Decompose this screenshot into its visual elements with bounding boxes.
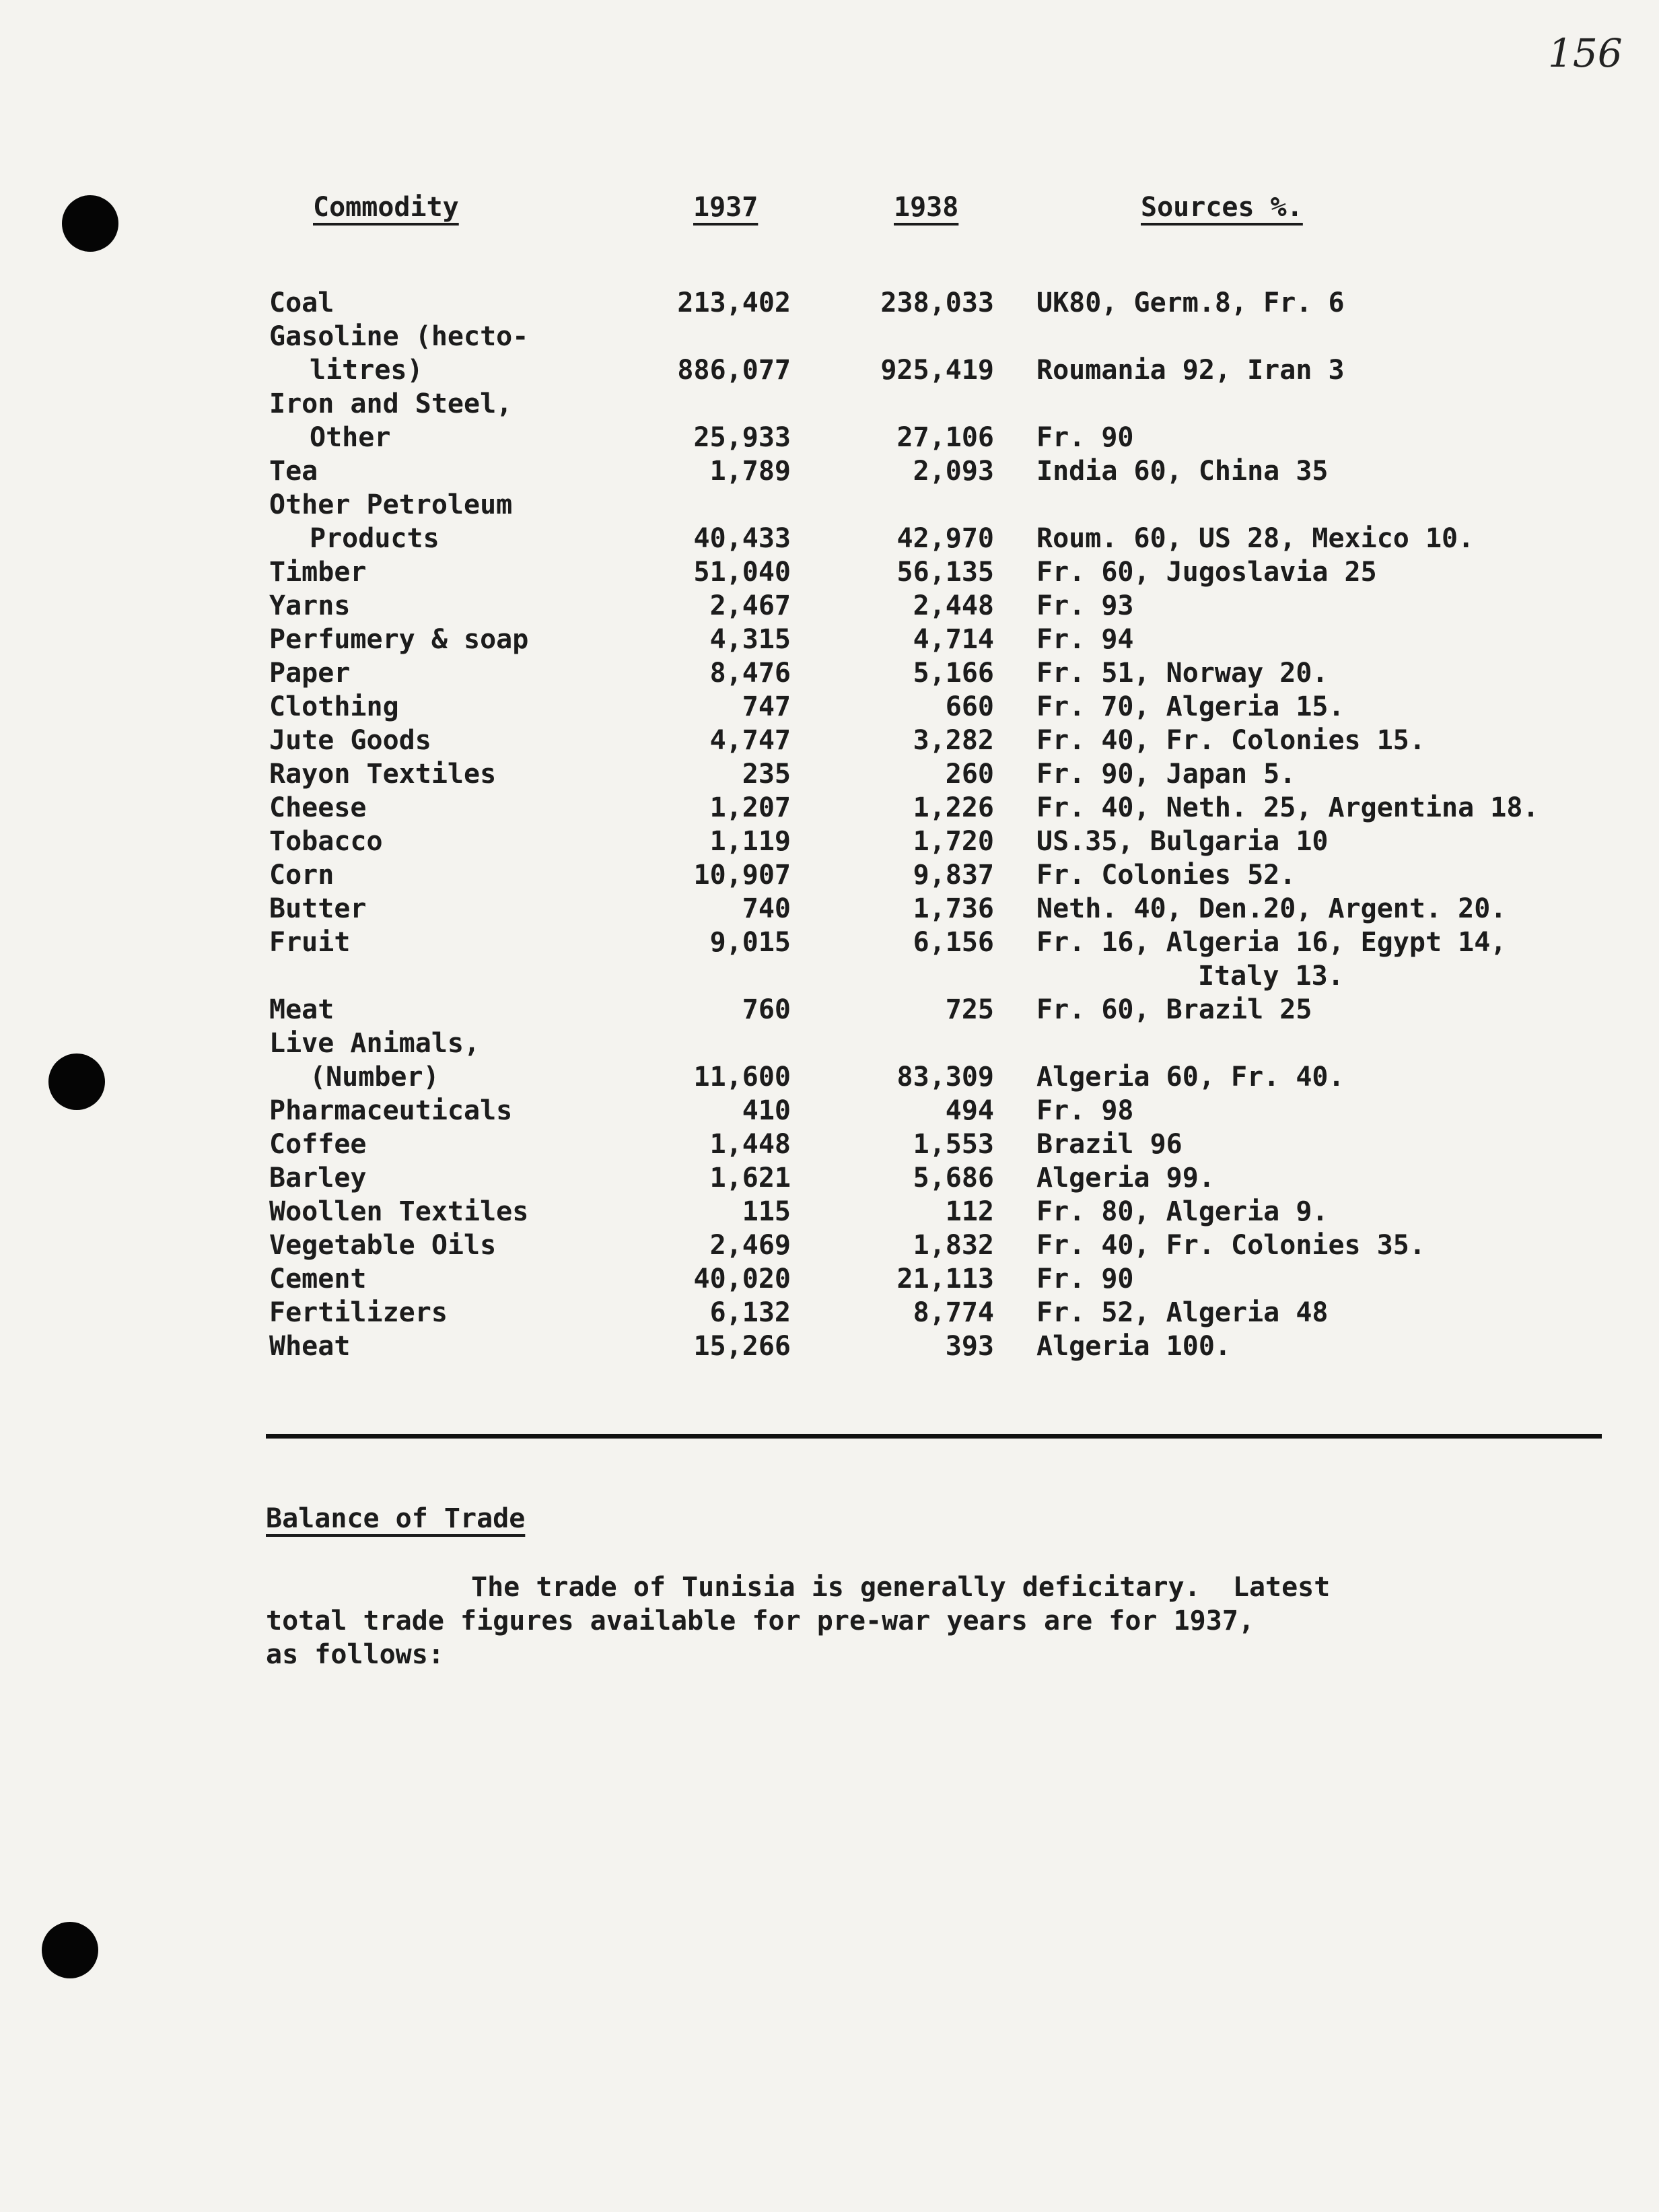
table-row	[0, 1229, 1659, 1262]
value-1937-cell: 1,621	[709, 1163, 791, 1194]
commodity-cell: Tea	[269, 456, 318, 487]
commodity-cell: litres)	[310, 355, 423, 386]
sources-cell: Fr. 51, Norway 20.	[1036, 658, 1329, 689]
commodity-cell: Yarns	[269, 590, 351, 621]
table-row	[0, 421, 1659, 454]
table-row	[0, 1329, 1659, 1363]
value-1938-cell: 42,970	[896, 523, 994, 554]
value-1937-cell: 40,020	[693, 1264, 791, 1294]
value-1938-cell: 260	[945, 759, 994, 790]
sources-cell: Roumania 92, Iran 3	[1036, 355, 1345, 386]
commodity-cell: Woollen Textiles	[269, 1196, 529, 1227]
table-row	[0, 555, 1659, 589]
value-1937-cell: 2,469	[709, 1230, 791, 1261]
table-row	[0, 1262, 1659, 1296]
value-1937-cell: 1,789	[709, 456, 791, 487]
value-1937-cell: 115	[742, 1196, 791, 1227]
table-row	[0, 993, 1659, 1027]
value-1938-cell: 8,774	[913, 1297, 994, 1328]
value-1937-cell: 410	[742, 1095, 791, 1126]
sources-cell: Fr. 90	[1036, 1264, 1134, 1294]
sources-cell: Brazil 96	[1036, 1129, 1183, 1160]
value-1937-cell: 15,266	[693, 1331, 791, 1362]
table-row	[0, 757, 1659, 791]
sources-cell: Fr. 98	[1036, 1095, 1134, 1126]
commodity-cell: Timber	[269, 557, 367, 588]
table-row	[0, 1161, 1659, 1195]
table-row	[0, 286, 1659, 320]
paragraph-line: The trade of Tunisia is generally deficitary. Latest	[471, 1572, 1331, 1603]
table-row	[0, 1296, 1659, 1329]
value-1938-cell: 238,033	[880, 287, 994, 318]
value-1937-cell: 6,132	[709, 1297, 791, 1328]
value-1937-cell: 760	[742, 994, 791, 1025]
sources-cell: Algeria 60, Fr. 40.	[1036, 1062, 1345, 1093]
section-title: Balance of Trade	[266, 1503, 526, 1534]
commodity-cell: (Number)	[310, 1062, 439, 1093]
sources-cell: Fr. 90, Japan 5.	[1036, 759, 1296, 790]
table-row	[0, 858, 1659, 892]
sources-cell: Algeria 99.	[1036, 1163, 1215, 1194]
value-1938-cell: 2,448	[913, 590, 994, 621]
commodity-cell: Paper	[269, 658, 351, 689]
table-row	[0, 488, 1659, 522]
value-1938-cell: 83,309	[896, 1062, 994, 1093]
commodity-cell: Tobacco	[269, 826, 383, 857]
value-1938-cell: 1,736	[913, 893, 994, 924]
table-row	[0, 656, 1659, 690]
commodity-cell: Fertilizers	[269, 1297, 448, 1328]
paragraph-line: as follows:	[266, 1639, 444, 1670]
sources-cell: Fr. 60, Jugoslavia 25	[1036, 557, 1377, 588]
commodity-cell: Vegetable Oils	[269, 1230, 497, 1261]
table-row	[0, 454, 1659, 488]
table-row	[0, 1128, 1659, 1161]
value-1938-cell: 4,714	[913, 624, 994, 655]
value-1937-cell: 8,476	[709, 658, 791, 689]
table-row	[0, 926, 1659, 959]
value-1937-cell: 1,207	[709, 792, 791, 823]
paragraph-line: total trade figures available for pre-war years are for 1937,	[266, 1605, 1255, 1636]
sources-cell: Fr. 94	[1036, 624, 1134, 655]
column-header-sources: Sources %.	[1141, 192, 1303, 223]
value-1938-cell: 1,553	[913, 1129, 994, 1160]
table-row	[0, 724, 1659, 757]
commodity-cell: Coffee	[269, 1129, 367, 1160]
sources-cell: Fr. 60, Brazil 25	[1036, 994, 1312, 1025]
sources-cell: Algeria 100.	[1036, 1331, 1231, 1362]
sources-cell: Fr. 70, Algeria 15.	[1036, 691, 1345, 722]
value-1937-cell: 25,933	[693, 422, 791, 453]
commodity-cell: Rayon Textiles	[269, 759, 497, 790]
sources-cell: Fr. 93	[1036, 590, 1134, 621]
value-1938-cell: 3,282	[913, 725, 994, 756]
sources-cell: Roum. 60, US 28, Mexico 10.	[1036, 523, 1475, 554]
table-row	[0, 825, 1659, 858]
commodity-cell: Wheat	[269, 1331, 351, 1362]
punch-hole	[62, 195, 118, 252]
commodity-cell: Iron and Steel,	[269, 388, 513, 419]
value-1938-cell: 494	[945, 1095, 994, 1126]
table-row	[0, 353, 1659, 387]
commodity-cell: Meat	[269, 994, 334, 1025]
commodity-cell: Live Animals,	[269, 1028, 481, 1059]
value-1938-cell: 5,686	[913, 1163, 994, 1194]
table-row	[0, 959, 1659, 993]
value-1937-cell: 10,907	[693, 860, 791, 891]
value-1938-cell: 1,226	[913, 792, 994, 823]
divider-rule	[266, 1434, 1602, 1439]
value-1937-cell: 9,015	[709, 927, 791, 958]
commodity-cell: Clothing	[269, 691, 399, 722]
value-1937-cell: 4,747	[709, 725, 791, 756]
table-row	[0, 387, 1659, 421]
sources-cell: Fr. 52, Algeria 48	[1036, 1297, 1329, 1328]
value-1938-cell: 6,156	[913, 927, 994, 958]
value-1937-cell: 2,467	[709, 590, 791, 621]
table-row	[0, 623, 1659, 656]
commodity-cell: Corn	[269, 860, 334, 891]
value-1937-cell: 1,119	[709, 826, 791, 857]
value-1937-cell: 213,402	[677, 287, 791, 318]
column-header-1937: 1937	[693, 192, 758, 223]
value-1938-cell: 725	[945, 994, 994, 1025]
commodity-cell: Cement	[269, 1264, 367, 1294]
column-header-commodity: Commodity	[313, 192, 459, 223]
value-1937-cell: 51,040	[693, 557, 791, 588]
table-row	[0, 522, 1659, 555]
value-1937-cell: 4,315	[709, 624, 791, 655]
commodity-cell: Other	[310, 422, 391, 453]
value-1938-cell: 21,113	[896, 1264, 994, 1294]
sources-cell: Fr. 80, Algeria 9.	[1036, 1196, 1329, 1227]
table-row	[0, 1195, 1659, 1229]
commodity-cell: Coal	[269, 287, 334, 318]
table-row	[0, 589, 1659, 623]
table-row	[0, 320, 1659, 353]
sources-cell: Neth. 40, Den.20, Argent. 20.	[1036, 893, 1507, 924]
value-1938-cell: 27,106	[896, 422, 994, 453]
commodity-cell: Pharmaceuticals	[269, 1095, 513, 1126]
table-row	[0, 892, 1659, 926]
sources-cell: Fr. 40, Fr. Colonies 35.	[1036, 1230, 1425, 1261]
value-1938-cell: 925,419	[880, 355, 994, 386]
value-1937-cell: 747	[742, 691, 791, 722]
value-1937-cell: 40,433	[693, 523, 791, 554]
value-1938-cell: 393	[945, 1331, 994, 1362]
value-1938-cell: 112	[945, 1196, 994, 1227]
value-1938-cell: 660	[945, 691, 994, 722]
sources-cell: Fr. 40, Fr. Colonies 15.	[1036, 725, 1425, 756]
table-row	[0, 1060, 1659, 1094]
sources-cell: Fr. 16, Algeria 16, Egypt 14,	[1036, 927, 1507, 958]
value-1937-cell: 886,077	[677, 355, 791, 386]
commodity-cell: Cheese	[269, 792, 367, 823]
commodity-cell: Jute Goods	[269, 725, 431, 756]
sources-cell: UK80, Germ.8, Fr. 6	[1036, 287, 1345, 318]
commodity-cell: Perfumery & soap	[269, 624, 529, 655]
sources-cell: Fr. 90	[1036, 422, 1134, 453]
value-1938-cell: 5,166	[913, 658, 994, 689]
punch-hole	[42, 1922, 98, 1978]
value-1937-cell: 235	[742, 759, 791, 790]
value-1938-cell: 1,720	[913, 826, 994, 857]
sources-cell: US.35, Bulgaria 10	[1036, 826, 1329, 857]
table-row	[0, 690, 1659, 724]
value-1938-cell: 56,135	[896, 557, 994, 588]
value-1938-cell: 2,093	[913, 456, 994, 487]
column-header-1938: 1938	[894, 192, 959, 223]
value-1938-cell: 1,832	[913, 1230, 994, 1261]
commodity-cell: Butter	[269, 893, 367, 924]
commodity-cell: Gasoline (hecto-	[269, 321, 529, 352]
page-number: 156	[1548, 30, 1623, 76]
commodity-cell: Products	[310, 523, 439, 554]
table-row	[0, 791, 1659, 825]
value-1938-cell: 9,837	[913, 860, 994, 891]
table-row	[0, 1027, 1659, 1060]
sources-cell: India 60, China 35	[1036, 456, 1329, 487]
table-row	[0, 1094, 1659, 1128]
sources-cell: Fr. Colonies 52.	[1036, 860, 1296, 891]
value-1937-cell: 1,448	[709, 1129, 791, 1160]
commodity-cell: Barley	[269, 1163, 367, 1194]
value-1937-cell: 740	[742, 893, 791, 924]
commodity-cell: Fruit	[269, 927, 351, 958]
commodity-cell: Other Petroleum	[269, 489, 513, 520]
sources-cell: Fr. 40, Neth. 25, Argentina 18.	[1036, 792, 1539, 823]
value-1937-cell: 11,600	[693, 1062, 791, 1093]
sources-cell: Italy 13.	[1198, 961, 1344, 992]
